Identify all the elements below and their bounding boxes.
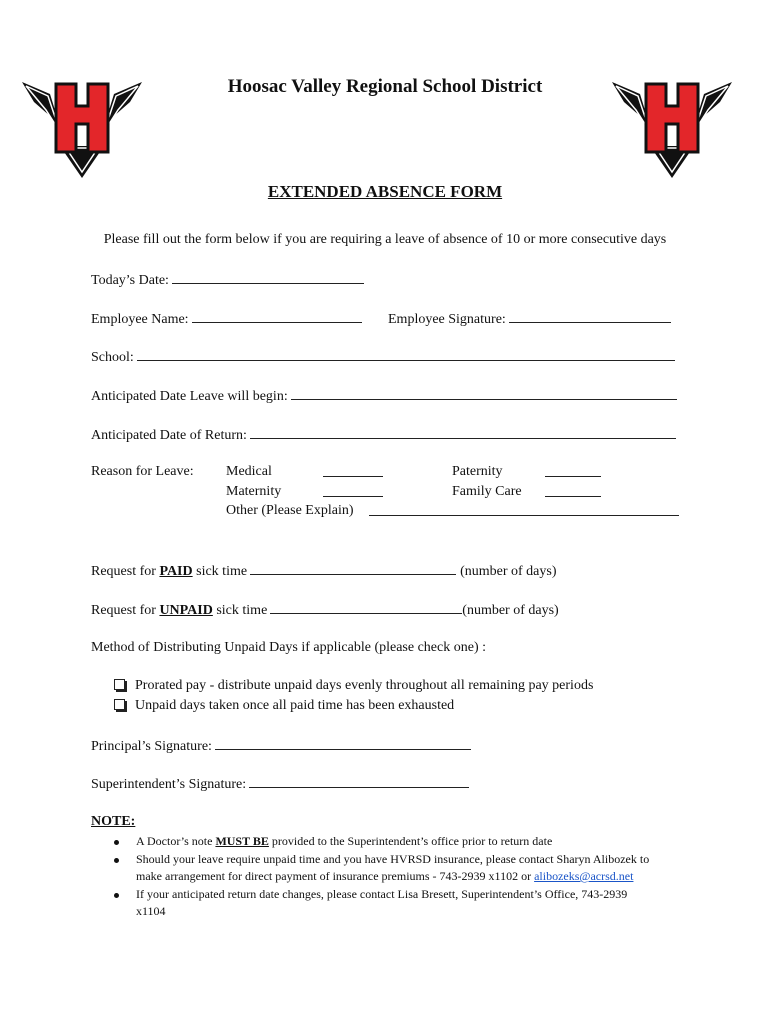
paid-word: PAID	[159, 564, 193, 579]
superintendent-signature-label: Superintendent’s Signature:	[91, 777, 247, 792]
note-heading: NOTE:	[91, 814, 136, 829]
unpaid-sick-time-row	[91, 601, 559, 620]
email-link[interactable]: alibozeks@acrsd.net	[534, 869, 634, 883]
principal-signature-row	[91, 737, 471, 756]
method-option-exhausted[interactable]	[114, 698, 454, 715]
method-label: Method of Distributing Unpaid Days if applicable (please check one) :	[91, 640, 486, 655]
reason-other-field[interactable]	[369, 503, 679, 516]
note-b2-line2: make arrangement for direct payment of insurance premiums - 743-2939 x1102 or	[136, 869, 532, 883]
school-row	[91, 348, 675, 367]
bullet-icon	[114, 858, 119, 863]
employee-name-label: Employee Name:	[91, 312, 189, 327]
note-bullet-1	[136, 834, 552, 848]
note-b1-emphasis: MUST BE	[215, 834, 269, 848]
note-b3-line2: x1104	[136, 904, 166, 918]
employee-name-row	[91, 310, 362, 329]
leave-begin-field[interactable]	[291, 387, 677, 400]
leave-begin-row	[91, 387, 677, 406]
unpaid-word: UNPAID	[159, 603, 213, 618]
employee-name-field[interactable]	[192, 310, 362, 323]
reason-label: Reason for Leave:	[91, 464, 194, 479]
form-title: EXTENDED ABSENCE FORM	[267, 182, 503, 201]
paid-days-field[interactable]	[250, 562, 456, 575]
method-option-prorated[interactable]	[114, 678, 593, 695]
reason-medical-field[interactable]	[323, 464, 383, 477]
district-title: Hoosac Valley Regional School District	[227, 76, 543, 97]
paid-suffix: sick time	[196, 564, 248, 579]
instructions: Please fill out the form below if you are requiring a leave of absence of 10 or more consecutive days	[103, 232, 667, 247]
paid-unit: (number of days)	[460, 564, 557, 579]
reason-medical-label: Medical	[226, 464, 272, 479]
school-label: School:	[91, 350, 134, 365]
reason-maternity-field[interactable]	[323, 484, 383, 497]
date-return-field[interactable]	[250, 426, 676, 439]
bullet-icon	[114, 840, 119, 845]
employee-signature-label: Employee Signature:	[388, 312, 506, 327]
date-return-row	[91, 426, 676, 445]
todays-date-field[interactable]	[172, 271, 364, 284]
note-bullet-2-cont	[136, 869, 633, 883]
checkbox-icon[interactable]	[114, 699, 125, 710]
reason-family-care-label: Family Care	[452, 484, 522, 499]
method-option-prorated-label: Prorated pay - distribute unpaid days evenly throughout all remaining pay periods	[135, 678, 594, 693]
todays-date-label: Today’s Date:	[91, 273, 169, 288]
note-b3-line1: If your anticipated return date changes, please contact Lisa Bresett, Superintendent’s Office, 743-2939	[136, 887, 628, 901]
superintendent-signature-row	[91, 775, 469, 794]
reason-maternity-label: Maternity	[226, 484, 282, 499]
employee-signature-row	[388, 310, 671, 329]
method-option-exhausted-label: Unpaid days taken once all paid time has been exhausted	[135, 698, 455, 713]
note-bullet-2	[136, 852, 649, 866]
note-bullet-3	[136, 887, 627, 901]
principal-signature-label: Principal’s Signature:	[91, 739, 212, 754]
reason-paternity-field[interactable]	[545, 464, 601, 477]
paid-sick-time-row	[91, 562, 556, 581]
note-b2-line1: Should your leave require unpaid time and you have HVRSD insurance, please contact Sharyn Alibozek to	[136, 852, 650, 866]
unpaid-suffix: sick time	[216, 603, 268, 618]
employee-signature-field[interactable]	[509, 310, 671, 323]
principal-signature-field[interactable]	[215, 737, 471, 750]
reason-paternity-label: Paternity	[452, 464, 503, 479]
note-b1-post: provided to the Superintendent’s office prior to return date	[271, 834, 553, 848]
reason-other-label: Other (Please Explain)	[226, 503, 354, 518]
checkbox-icon[interactable]	[114, 679, 125, 690]
bullet-icon	[114, 893, 119, 898]
unpaid-unit: (number of days)	[462, 603, 559, 618]
superintendent-signature-field[interactable]	[249, 775, 469, 788]
school-field[interactable]	[137, 348, 675, 361]
paid-prefix: Request for	[91, 564, 156, 579]
leave-begin-label: Anticipated Date Leave will begin:	[91, 389, 288, 404]
todays-date-row	[91, 271, 364, 290]
note-b1-pre: A Doctor’s note	[136, 834, 213, 848]
reason-family-care-field[interactable]	[545, 484, 601, 497]
unpaid-prefix: Request for	[91, 603, 156, 618]
unpaid-days-field[interactable]	[270, 601, 462, 614]
date-return-label: Anticipated Date of Return:	[91, 428, 247, 443]
